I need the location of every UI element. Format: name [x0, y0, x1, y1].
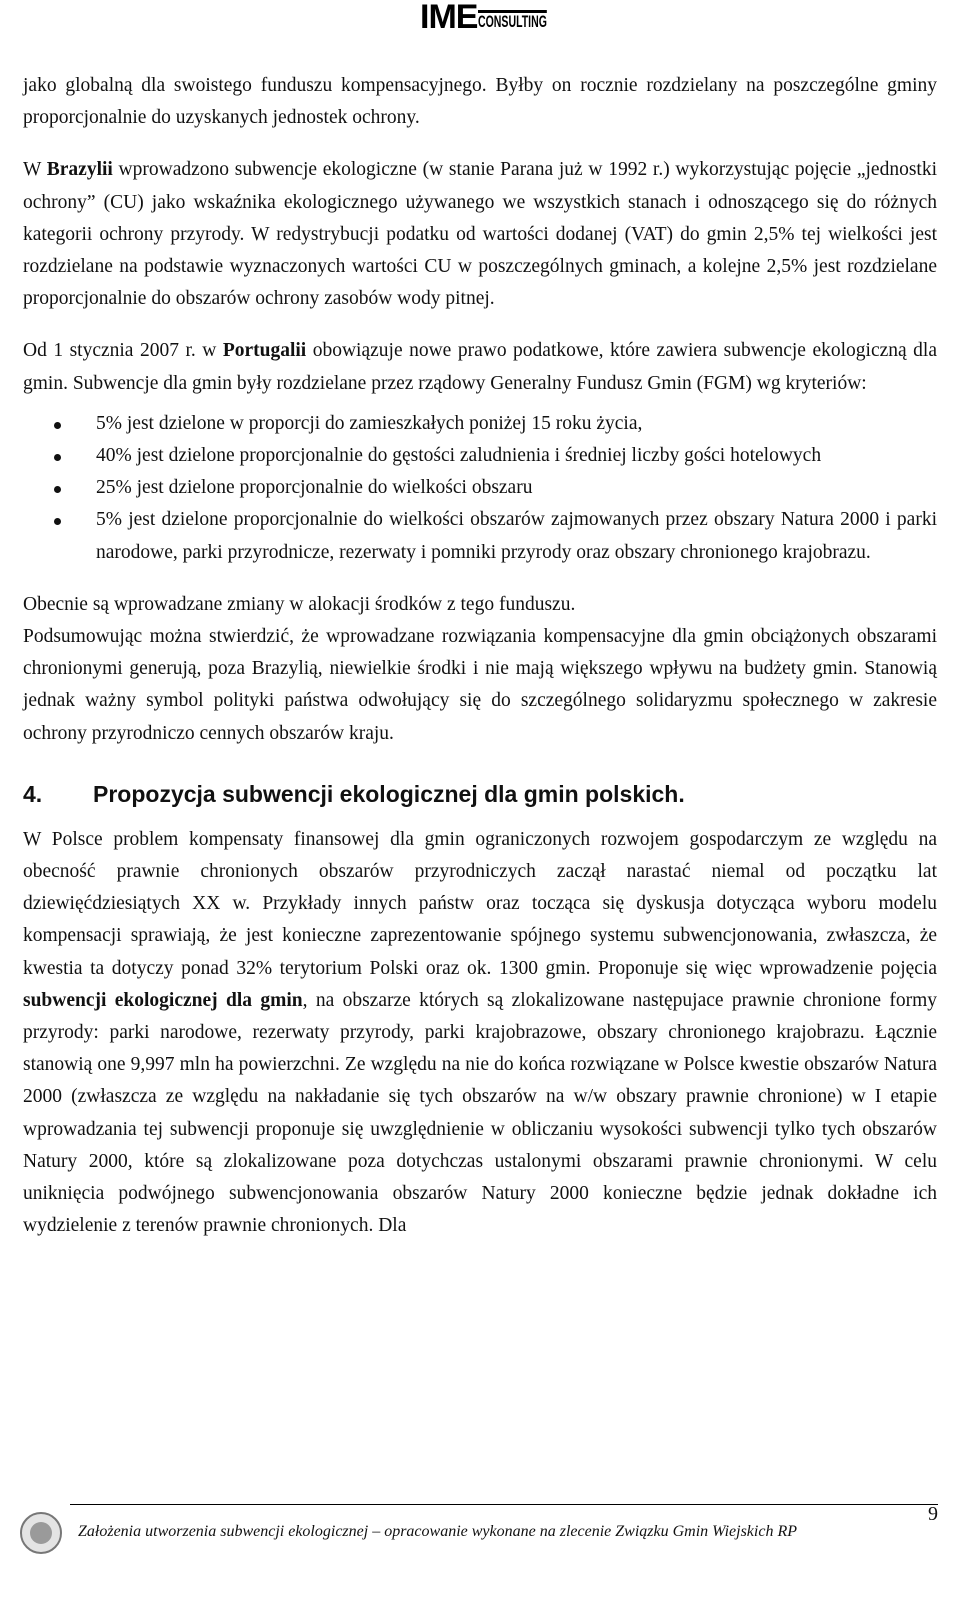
text-run: W Polsce problem kompensaty finansowej dla gmin ograniczonych rozwojem gospodarczym ze względu na obecność prawnie chronionych obszarów przyrodniczych zaczął narastać niemal od początku lat dziewięćdziesiątych XX w. Przykłady innych państw oraz tocząca się dyskusja dotycząca wyboru modelu kompensacji sprawiają, że jest konieczne zaprezentowanie spójnego systemu subwencjonowania, zwłaszcza, że kwestia ta dotyczy ponad 32% terytorium Polski oraz ok. 1300 gmin. Proponuje się więc wprowadzenie pojęcia	[23, 828, 937, 979]
bold-country-portugal: Portugalii	[222, 340, 307, 362]
list-item	[23, 472, 937, 504]
footer-divider	[70, 1504, 938, 1505]
bullet-icon	[54, 422, 61, 429]
list-item	[23, 504, 937, 568]
list-item-text: 25% jest dzielone proporcjonalnie do wielkości obszaru	[96, 477, 533, 499]
document-body	[23, 70, 937, 1243]
text-run: , na obszarze których są zlokalizowane następujace prawnie chronione formy przyrody: parki narodowe, rezerwaty przyrody, parki krajobrazowe, obszary chronionego krajobrazu. Łącznie stanowią one 9,997 mln ha powierzchni. Ze względu na nie do końca rozwiązane w Polsce kwestie obszarów Natura 2000 (zwłaszcza ze względu na nakładanie się tych obszarów na w/w obszary prawnie chronione) w I etapie wprowadzania tej subwencji proponuje się uwzględnienie w obliczaniu wysokości subwencji tylko tych obszarów Natury 2000, które są zlokalizowane poza dotychczas ustalonymi obszarami prawnie chronionymi. W celu uniknięcia podwójnego subwencjonowania obszarów Natury 2000 konieczne będzie jednak dokładne ich wydzielenie z terenów prawnie chronionych. Dla	[23, 989, 937, 1237]
text-run: W	[23, 159, 47, 181]
section-number: 4.	[23, 780, 43, 807]
list-item-text: 40% jest dzielone proporcjonalnie do gęstości zaludnienia i średniej liczby gości hotelowych	[96, 445, 822, 467]
bullet-icon	[54, 454, 61, 461]
bold-country-brazil: Brazylii	[46, 159, 113, 181]
paragraph-brazil	[23, 154, 937, 315]
bullet-icon	[54, 518, 61, 525]
text-run: obowiązuje nowe prawo podatkowe, które zawiera subwencje ekologiczną dla gmin. Subwencje dla gmin były rozdzielane przez rządowy Generalny Fundusz Gmin (FGM) wg kryteriów:	[23, 340, 937, 394]
logo-consulting-text: CONSULTING	[478, 12, 548, 31]
section-heading	[23, 778, 937, 810]
paragraph-portugal	[23, 335, 937, 399]
page-number: 9	[928, 1503, 938, 1525]
paragraph-changes: Obecnie są wprowadzane zmiany w alokacji środków z tego funduszu.	[23, 593, 576, 615]
union-seal-icon	[20, 1512, 62, 1554]
paragraph-intro: jako globalną dla swoistego funduszu kompensacyjnego. Byłby on rocznie rozdzielany na poszczególne gminy proporcjonalnie do uzyskanych jednostek ochrony.	[23, 75, 937, 129]
paragraph-summary: Podsumowując można stwierdzić, że wprowadzane rozwiązania kompensacyjne dla gmin obciążonych obszarami chronionymi generują, poza Brazylią, niewielkie środki i nie mają większego wpływu na budżety gmin. Stanowią jednak ważny symbol polityki państwa odwołujący się do szczególnego solidaryzmu społecznego w zakresie ochrony przyrodniczo cennych obszarów kraju.	[23, 626, 937, 744]
list-item-text: 5% jest dzielone proporcjonalnie do wielkości obszarów zajmowanych przez obszary Natura 2000 i parki narodowe, parki przyrodnicze, rezerwaty i pomniki przyrody oraz obszary chronionego krajobrazu.	[96, 509, 937, 563]
company-logo	[420, 0, 590, 36]
paragraph-section-body	[23, 824, 937, 1243]
logo-ime-text: IME	[420, 0, 478, 36]
criteria-list	[23, 408, 937, 569]
bold-term: subwencji ekologicznej dla gmin	[23, 989, 303, 1011]
seal-center	[30, 1522, 52, 1544]
text-run: wprowadzono subwencje ekologiczne (w stanie Parana już w 1992 r.) wykorzystując pojęcie „jednostki ochrony” (CU) jako wskaźnika ekologicznego używanego we wszystkich stanach i odnoszącego się do różnych kategorii ochrony przyrody. W redystrybucji podatku od wartości dodanej (VAT) do gmin 2,5% tej wielkości jest rozdzielane na podstawie wyznaczonych wartości CU w poszczególnych gminach, a kolejne 2,5% jest rozdzielane proporcjonalnie do obszarów ochrony zasobów wody pitnej.	[23, 159, 937, 310]
footer-caption: Założenia utworzenia subwencji ekologicznej – opracowanie wykonane na zlecenie Związku Gmin Wiejskich RP	[78, 1523, 797, 1540]
bullet-icon	[54, 486, 61, 493]
list-item	[23, 408, 937, 440]
list-item	[23, 440, 937, 472]
list-item-text: 5% jest dzielone w proporcji do zamieszkałych poniżej 15 roku życia,	[96, 412, 643, 434]
section-title: Propozycja subwencji ekologicznej dla gmin polskich.	[93, 780, 685, 807]
text-run: Od 1 stycznia 2007 r. w	[23, 340, 223, 362]
